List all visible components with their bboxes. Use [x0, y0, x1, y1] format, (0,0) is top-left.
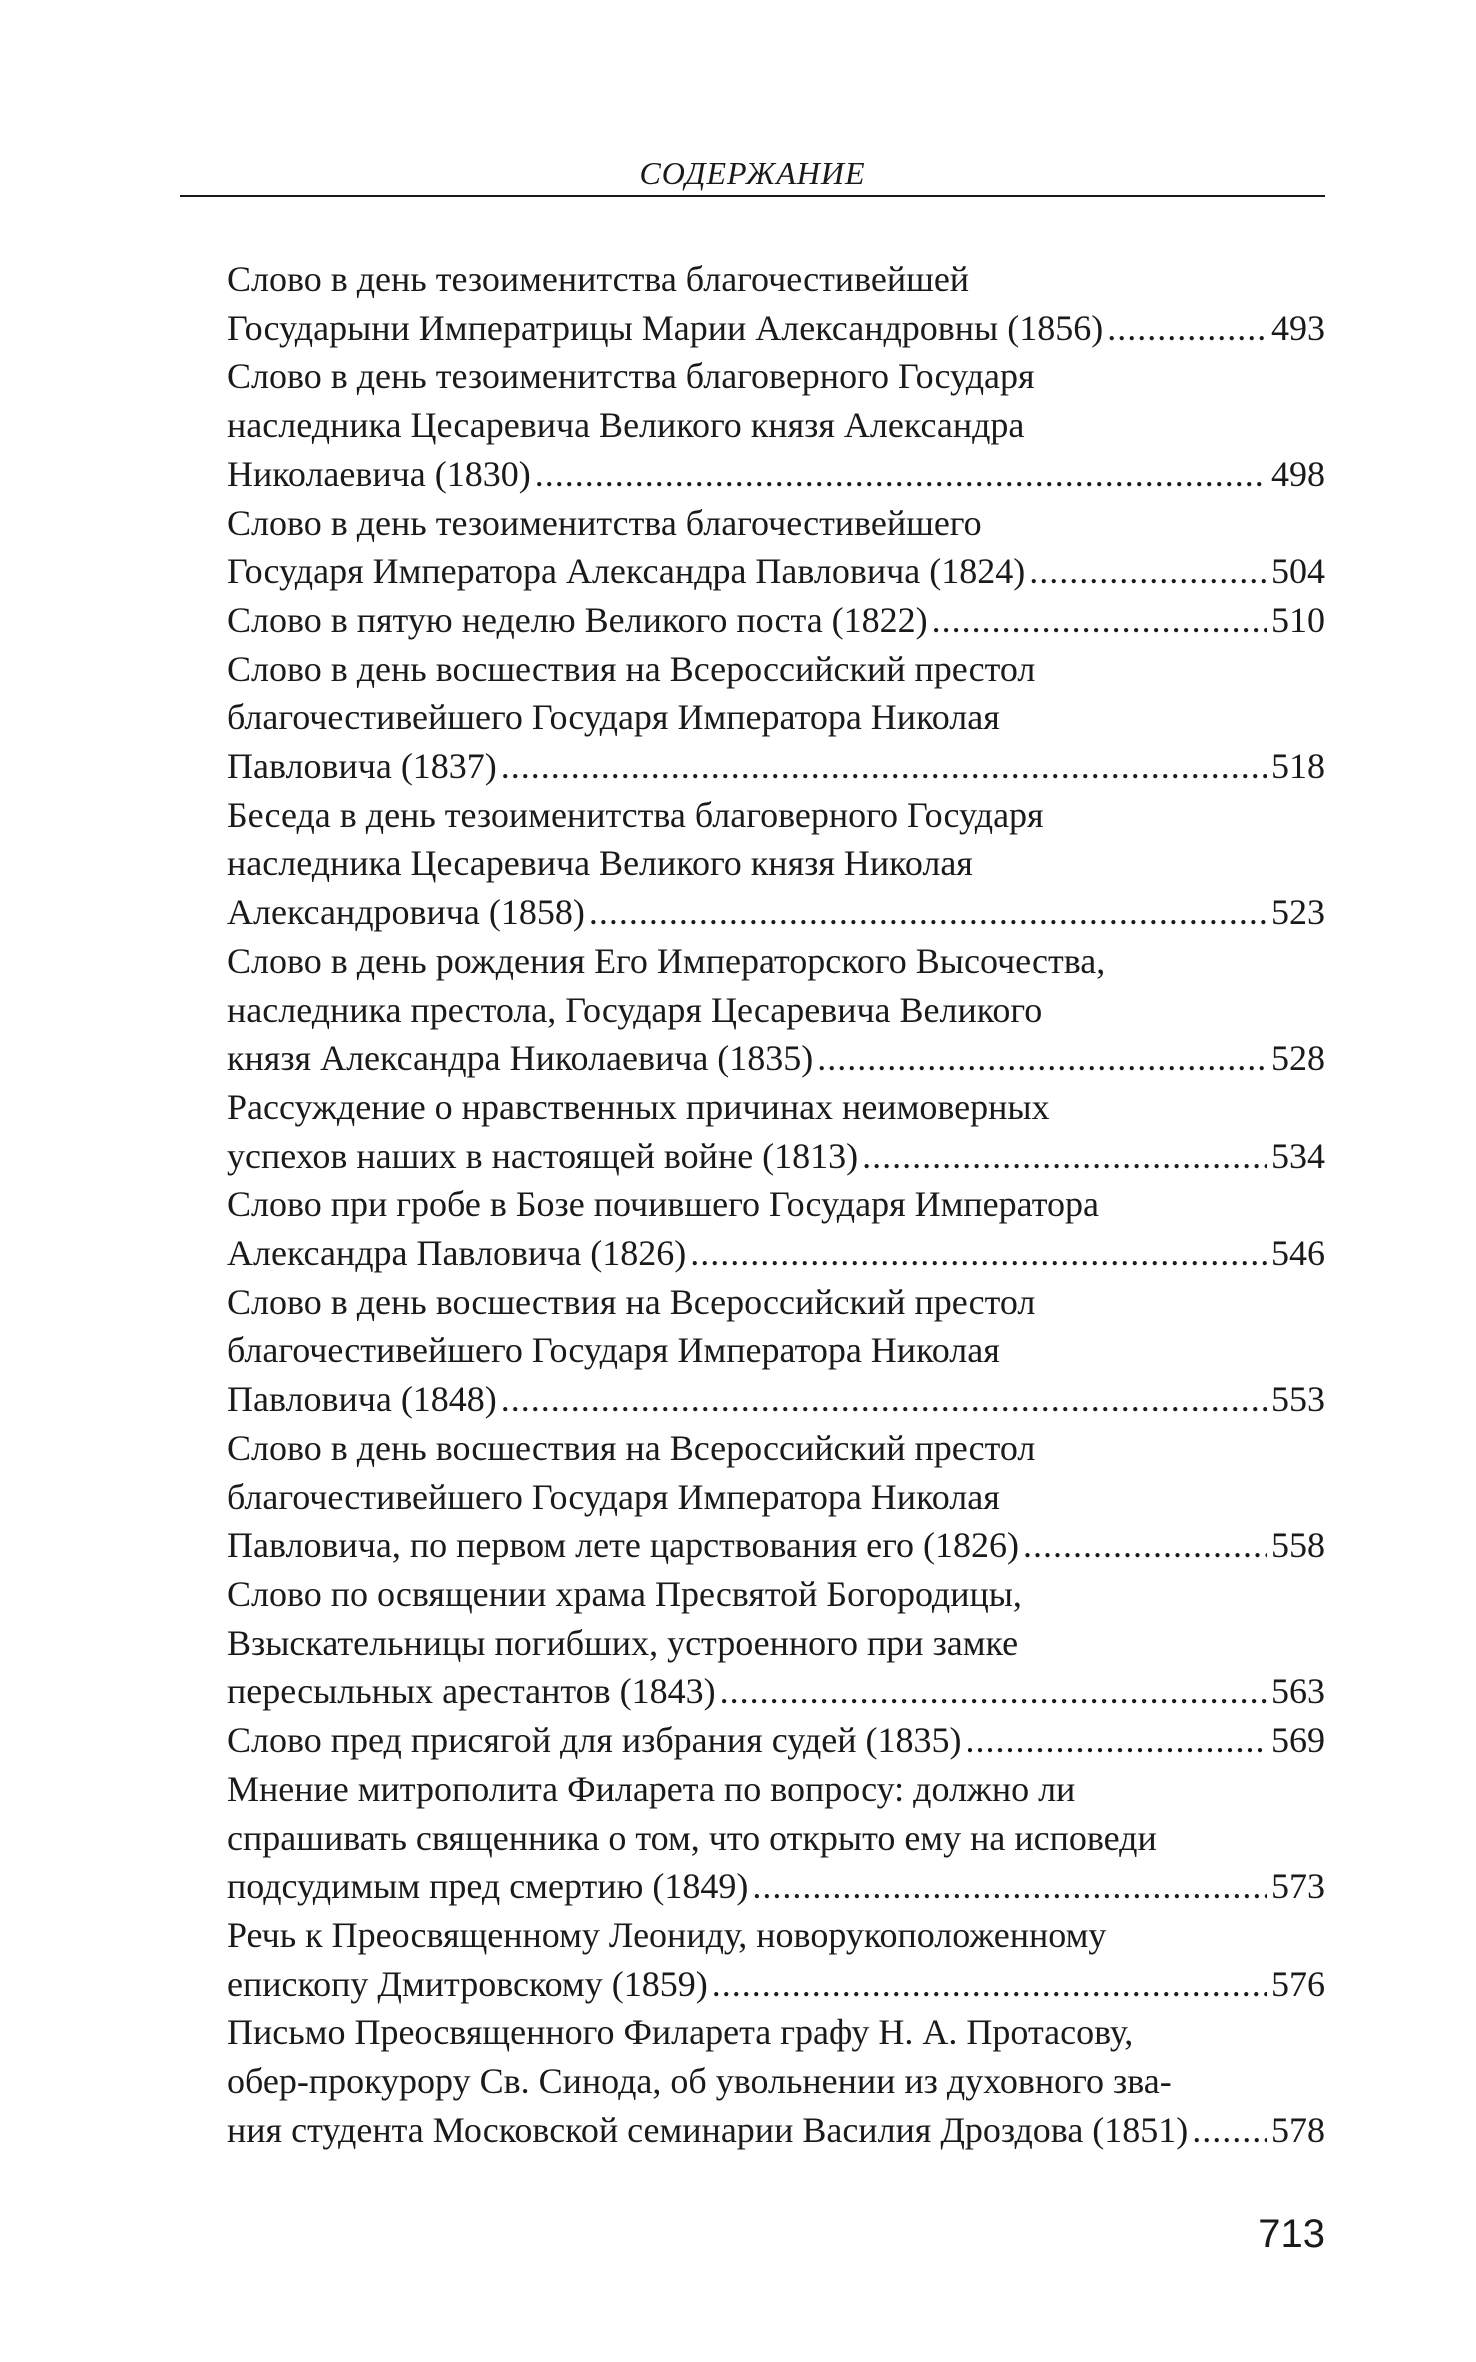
dot-leader: [1107, 304, 1267, 353]
toc-entry-line: Александровича (1858): [227, 892, 585, 933]
toc-entry-line: Николаевича (1830): [227, 453, 531, 494]
dot-leader: [1192, 2106, 1267, 2155]
toc-page-number: 563: [1271, 1671, 1325, 1712]
toc-entry-line: благочестивейшего Государя Императора Николая: [227, 1330, 1000, 1371]
toc-entry[interactable]: [227, 1570, 1325, 1716]
dot-leader: [712, 1960, 1267, 2009]
toc-entry-last-line: [227, 2106, 1325, 2155]
toc-entry-last-line: [227, 1716, 1325, 1765]
toc-entry-line: епископу Дмитровскому (1859): [227, 1963, 708, 2004]
dot-leader: [752, 1862, 1267, 1911]
dot-leader: [690, 1229, 1267, 1278]
toc-entry-line: Государя Императора Александра Павловича (1824): [227, 551, 1026, 592]
toc-entry-last-line: [227, 596, 1325, 645]
toc-entry[interactable]: [227, 791, 1325, 937]
toc-entry[interactable]: [227, 645, 1325, 791]
toc-entry-last-line: [227, 547, 1325, 596]
toc-entry-line: ния студента Московской семинарии Василия Дроздова (1851): [227, 2109, 1189, 2150]
toc-entry-line: благочестивейшего Государя Императора Николая: [227, 1476, 1000, 1517]
toc-entry-line: Взыскательницы погибших, устроенного при замке: [227, 1622, 1019, 1663]
toc-entry-line: успехов наших в настоящей войне (1813): [227, 1135, 859, 1176]
toc-page-number: 558: [1271, 1525, 1325, 1566]
toc-page-number: 523: [1271, 892, 1325, 933]
dot-leader: [817, 1034, 1267, 1083]
toc-entry-line: Слово в день тезоименитства благочестивейшего: [227, 502, 982, 543]
toc-entry-line: Слово в день тезоименитства благочестивейшей: [227, 259, 970, 299]
toc-entry[interactable]: [227, 1765, 1325, 1911]
toc-entry-last-line: [227, 742, 1325, 791]
toc-entry-line: Слово при гробе в Бозе почившего Государя Императора: [227, 1184, 1099, 1225]
toc-page-number: 534: [1271, 1135, 1325, 1176]
toc-entry-last-line: [227, 1132, 1325, 1181]
toc-entry-line: Слово пред присягой для избрания судей (1835): [227, 1720, 962, 1761]
dot-leader: [720, 1667, 1267, 1716]
dot-leader: [535, 450, 1267, 499]
toc-entry-line: Слово в день восшествия на Всероссийский престол: [227, 648, 1036, 689]
toc-entry[interactable]: [227, 1278, 1325, 1424]
toc-entry-line: наследника престола, Государя Цесаревича Великого: [227, 989, 1043, 1030]
toc-entry-last-line: [227, 1862, 1325, 1911]
toc-entry-line: наследника Цесаревича Великого князя Александра: [227, 405, 1025, 446]
toc-entry[interactable]: [227, 1716, 1325, 1765]
toc-entry-last-line: [227, 1034, 1325, 1083]
toc-entry-line: Мнение митрополита Филарета по вопросу: должно ли: [227, 1768, 1076, 1809]
toc-entry-line: Слово в пятую неделю Великого поста (1822): [227, 599, 928, 640]
toc-entry-last-line: [227, 1960, 1325, 2009]
dot-leader: [501, 1375, 1267, 1424]
toc-entry-line: наследника Цесаревича Великого князя Николая: [227, 843, 973, 884]
toc-entry[interactable]: [227, 352, 1325, 498]
toc-entry[interactable]: [227, 1180, 1325, 1277]
toc-entry-last-line: [227, 1229, 1325, 1278]
toc-entry[interactable]: [227, 1911, 1325, 2008]
toc-entry-line: Государыни Императрицы Марии Александровны (1856): [227, 307, 1104, 348]
toc-entry-line: Речь к Преосвященному Леониду, новорукоположенному: [227, 1914, 1107, 1955]
toc-entry-last-line: [227, 1375, 1325, 1424]
toc-entry-line: Слово в день восшествия на Всероссийский престол: [227, 1427, 1036, 1468]
toc-page-number: 518: [1271, 746, 1325, 787]
toc-entry-line: Павловича, по первом лете царствования его (1826): [227, 1525, 1019, 1566]
toc-page-number: 578: [1271, 2109, 1325, 2150]
page-number: 713: [1258, 2212, 1325, 2256]
toc-page-number: 528: [1271, 1038, 1325, 1079]
toc-entry-line: подсудимым пред смертию (1849): [227, 1866, 749, 1907]
toc-entry-line: Слово по освящении храма Пресвятой Богородицы,: [227, 1573, 1022, 1614]
dot-leader: [1023, 1521, 1267, 1570]
toc-page-number: 576: [1271, 1963, 1325, 2004]
toc-entry-line: Рассуждение о нравственных причинах неимоверных: [227, 1086, 1050, 1127]
toc-entry-line: обер-прокурору Св. Синода, об увольнении из духовного зва-: [227, 2061, 1172, 2102]
dot-leader: [932, 596, 1267, 645]
toc-entry[interactable]: [227, 1083, 1325, 1180]
toc-entry-line: пересыльных арестантов (1843): [227, 1671, 716, 1712]
toc-entry-last-line: [227, 888, 1325, 937]
dot-leader: [862, 1132, 1267, 1181]
toc-page-number: 573: [1271, 1866, 1325, 1907]
toc-entry-line: Беседа в день тезоименитства благоверного Государя: [227, 794, 1044, 835]
running-header: СОДЕРЖАНИЕ: [639, 155, 866, 191]
toc-entry-line: Письмо Преосвященного Филарета графу Н. А. Протасову,: [227, 2012, 1134, 2053]
toc-entry-line: спрашивать священника о том, что открыто ему на исповеди: [227, 1817, 1157, 1858]
toc-page-number: 493: [1271, 307, 1325, 348]
toc-entry-line: благочестивейшего Государя Императора Николая: [227, 697, 1000, 738]
toc-entry-last-line: [227, 1667, 1325, 1716]
toc-entry[interactable]: [227, 1424, 1325, 1570]
toc-page-number: 504: [1271, 551, 1325, 592]
toc-entry-line: Павловича (1837): [227, 746, 497, 787]
toc-entry[interactable]: [227, 2008, 1325, 2154]
toc-entry-line: Александра Павловича (1826): [227, 1233, 687, 1274]
table-of-contents: [227, 255, 1325, 2154]
toc-entry-last-line: [227, 304, 1325, 353]
toc-page-number: 553: [1271, 1379, 1325, 1420]
dot-leader: [966, 1716, 1267, 1765]
toc-page-number: 569: [1271, 1720, 1325, 1761]
toc-page-number: 498: [1271, 453, 1325, 494]
dot-leader: [501, 742, 1267, 791]
toc-page-number: 546: [1271, 1233, 1325, 1274]
toc-entry-line: Слово в день рождения Его Императорского Высочества,: [227, 940, 1106, 981]
toc-entry-line: Павловича (1848): [227, 1379, 497, 1420]
dot-leader: [1029, 547, 1267, 596]
toc-entry-line: князя Александра Николаевича (1835): [227, 1038, 814, 1079]
dot-leader: [589, 888, 1267, 937]
toc-entry[interactable]: [227, 499, 1325, 596]
toc-page-number: 510: [1271, 599, 1325, 640]
header-rule: [180, 195, 1325, 197]
toc-entry[interactable]: [227, 937, 1325, 1083]
toc-entry-last-line: [227, 450, 1325, 499]
toc-entry[interactable]: [227, 596, 1325, 645]
toc-entry-line: Слово в день тезоименитства благоверного Государя: [227, 356, 1035, 397]
toc-entry-last-line: [227, 1521, 1325, 1570]
toc-entry-line: Слово в день восшествия на Всероссийский престол: [227, 1281, 1036, 1322]
toc-entry[interactable]: [227, 255, 1325, 352]
